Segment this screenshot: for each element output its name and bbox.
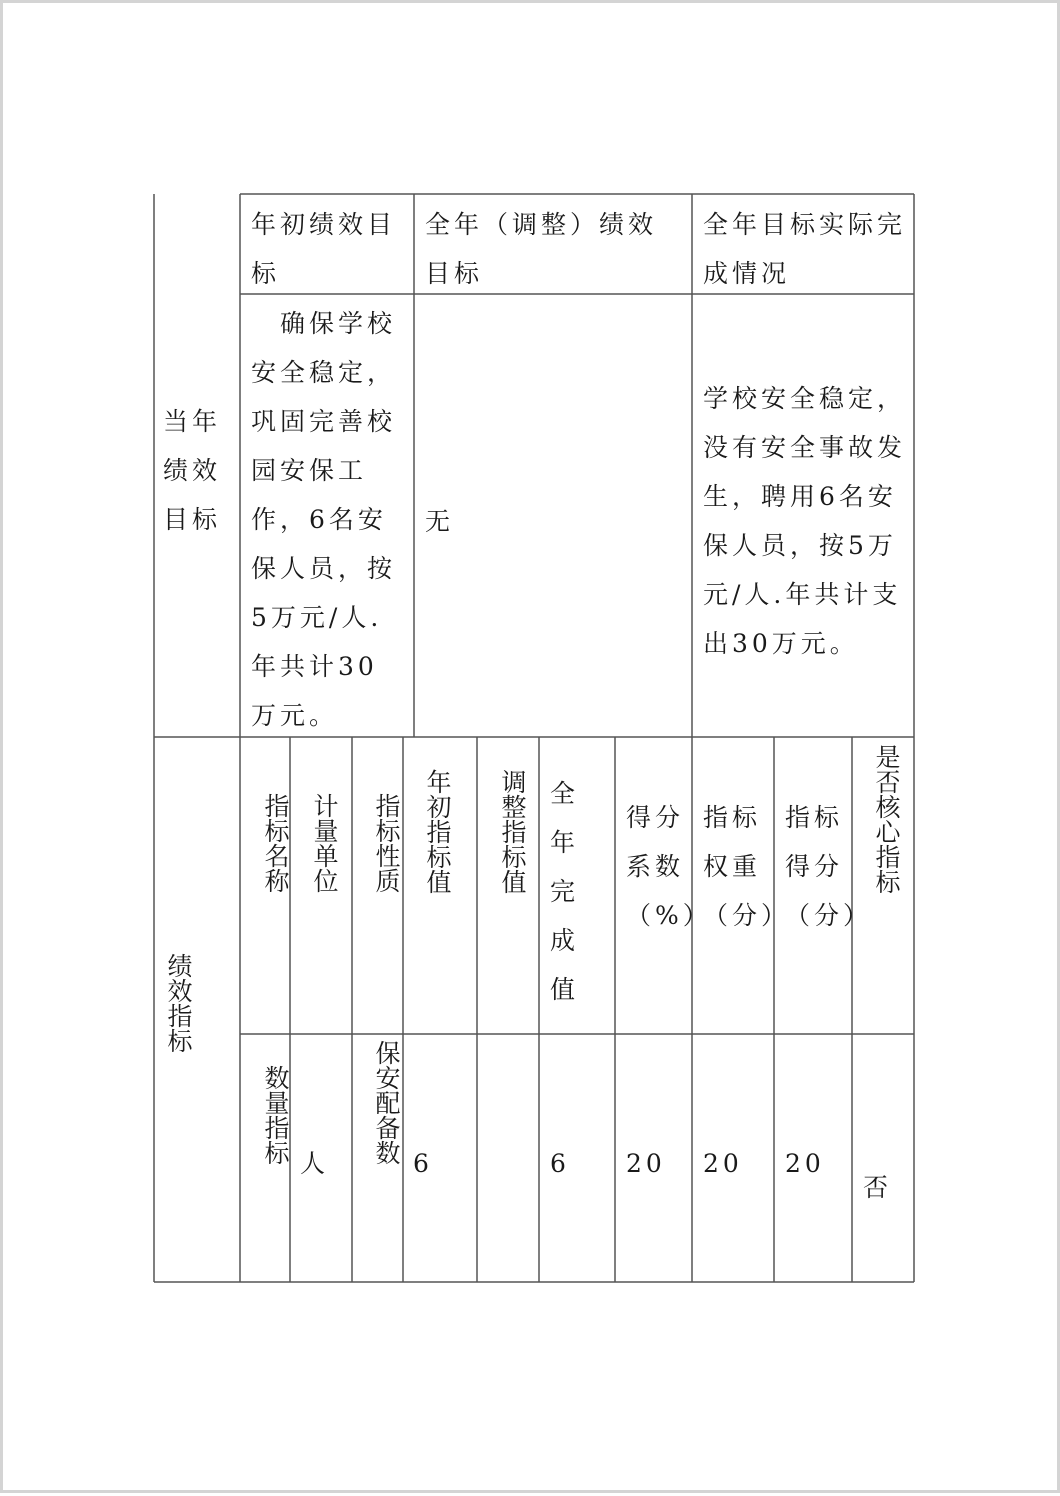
header-weight: 指标权重（分） [703, 803, 791, 930]
header-score: 指标得分（分） [785, 803, 873, 930]
header-is-core: 是否核心指标 [872, 744, 901, 894]
cell-is-core: 否 [863, 1173, 893, 1202]
header-actual-result: 全年目标实际完成情况 [703, 210, 907, 288]
header-score-coef: 得分系数（%） [626, 803, 712, 930]
cell-weight: 20 [703, 1149, 743, 1178]
cell-initial-value: 6 [413, 1149, 433, 1178]
header-nature: 指标性质 [372, 793, 401, 893]
cell-nature: 保安配备数 [372, 1040, 401, 1165]
adjusted-goal-text: 无 [425, 507, 455, 536]
header-initial-goal: 年初绩效目标 [251, 210, 397, 288]
header-unit: 计量单位 [310, 793, 339, 893]
actual-result-text: 学校安全稳定，没有安全事故发生，聘用6名安保人员，按5万元/人.年共计支出30万元。 [703, 384, 907, 658]
cell-actual-value: 6 [550, 1149, 570, 1178]
initial-goal-text: 确保学校安全稳定，巩固完善校园安保工作，6名安保人员，按5万元/人.年共计30万元。 [251, 309, 397, 730]
row-label-indicators: 绩效指标 [164, 953, 193, 1053]
header-adjusted-goal: 全年（调整）绩效目标 [425, 210, 658, 288]
cell-score: 20 [785, 1149, 825, 1178]
header-initial-value: 年初指标值 [423, 769, 452, 894]
header-adjusted-value: 调整指标值 [498, 769, 527, 894]
row-label-current-year-goal: 当年绩效目标 [163, 407, 222, 534]
header-actual-value: 全年完成值 [550, 779, 580, 1004]
cell-score-coef: 20 [626, 1149, 666, 1178]
header-indicator-name: 指标名称 [261, 793, 290, 893]
cell-unit: 人 [300, 1149, 330, 1178]
cell-indicator-name: 数量指标 [261, 1065, 290, 1165]
